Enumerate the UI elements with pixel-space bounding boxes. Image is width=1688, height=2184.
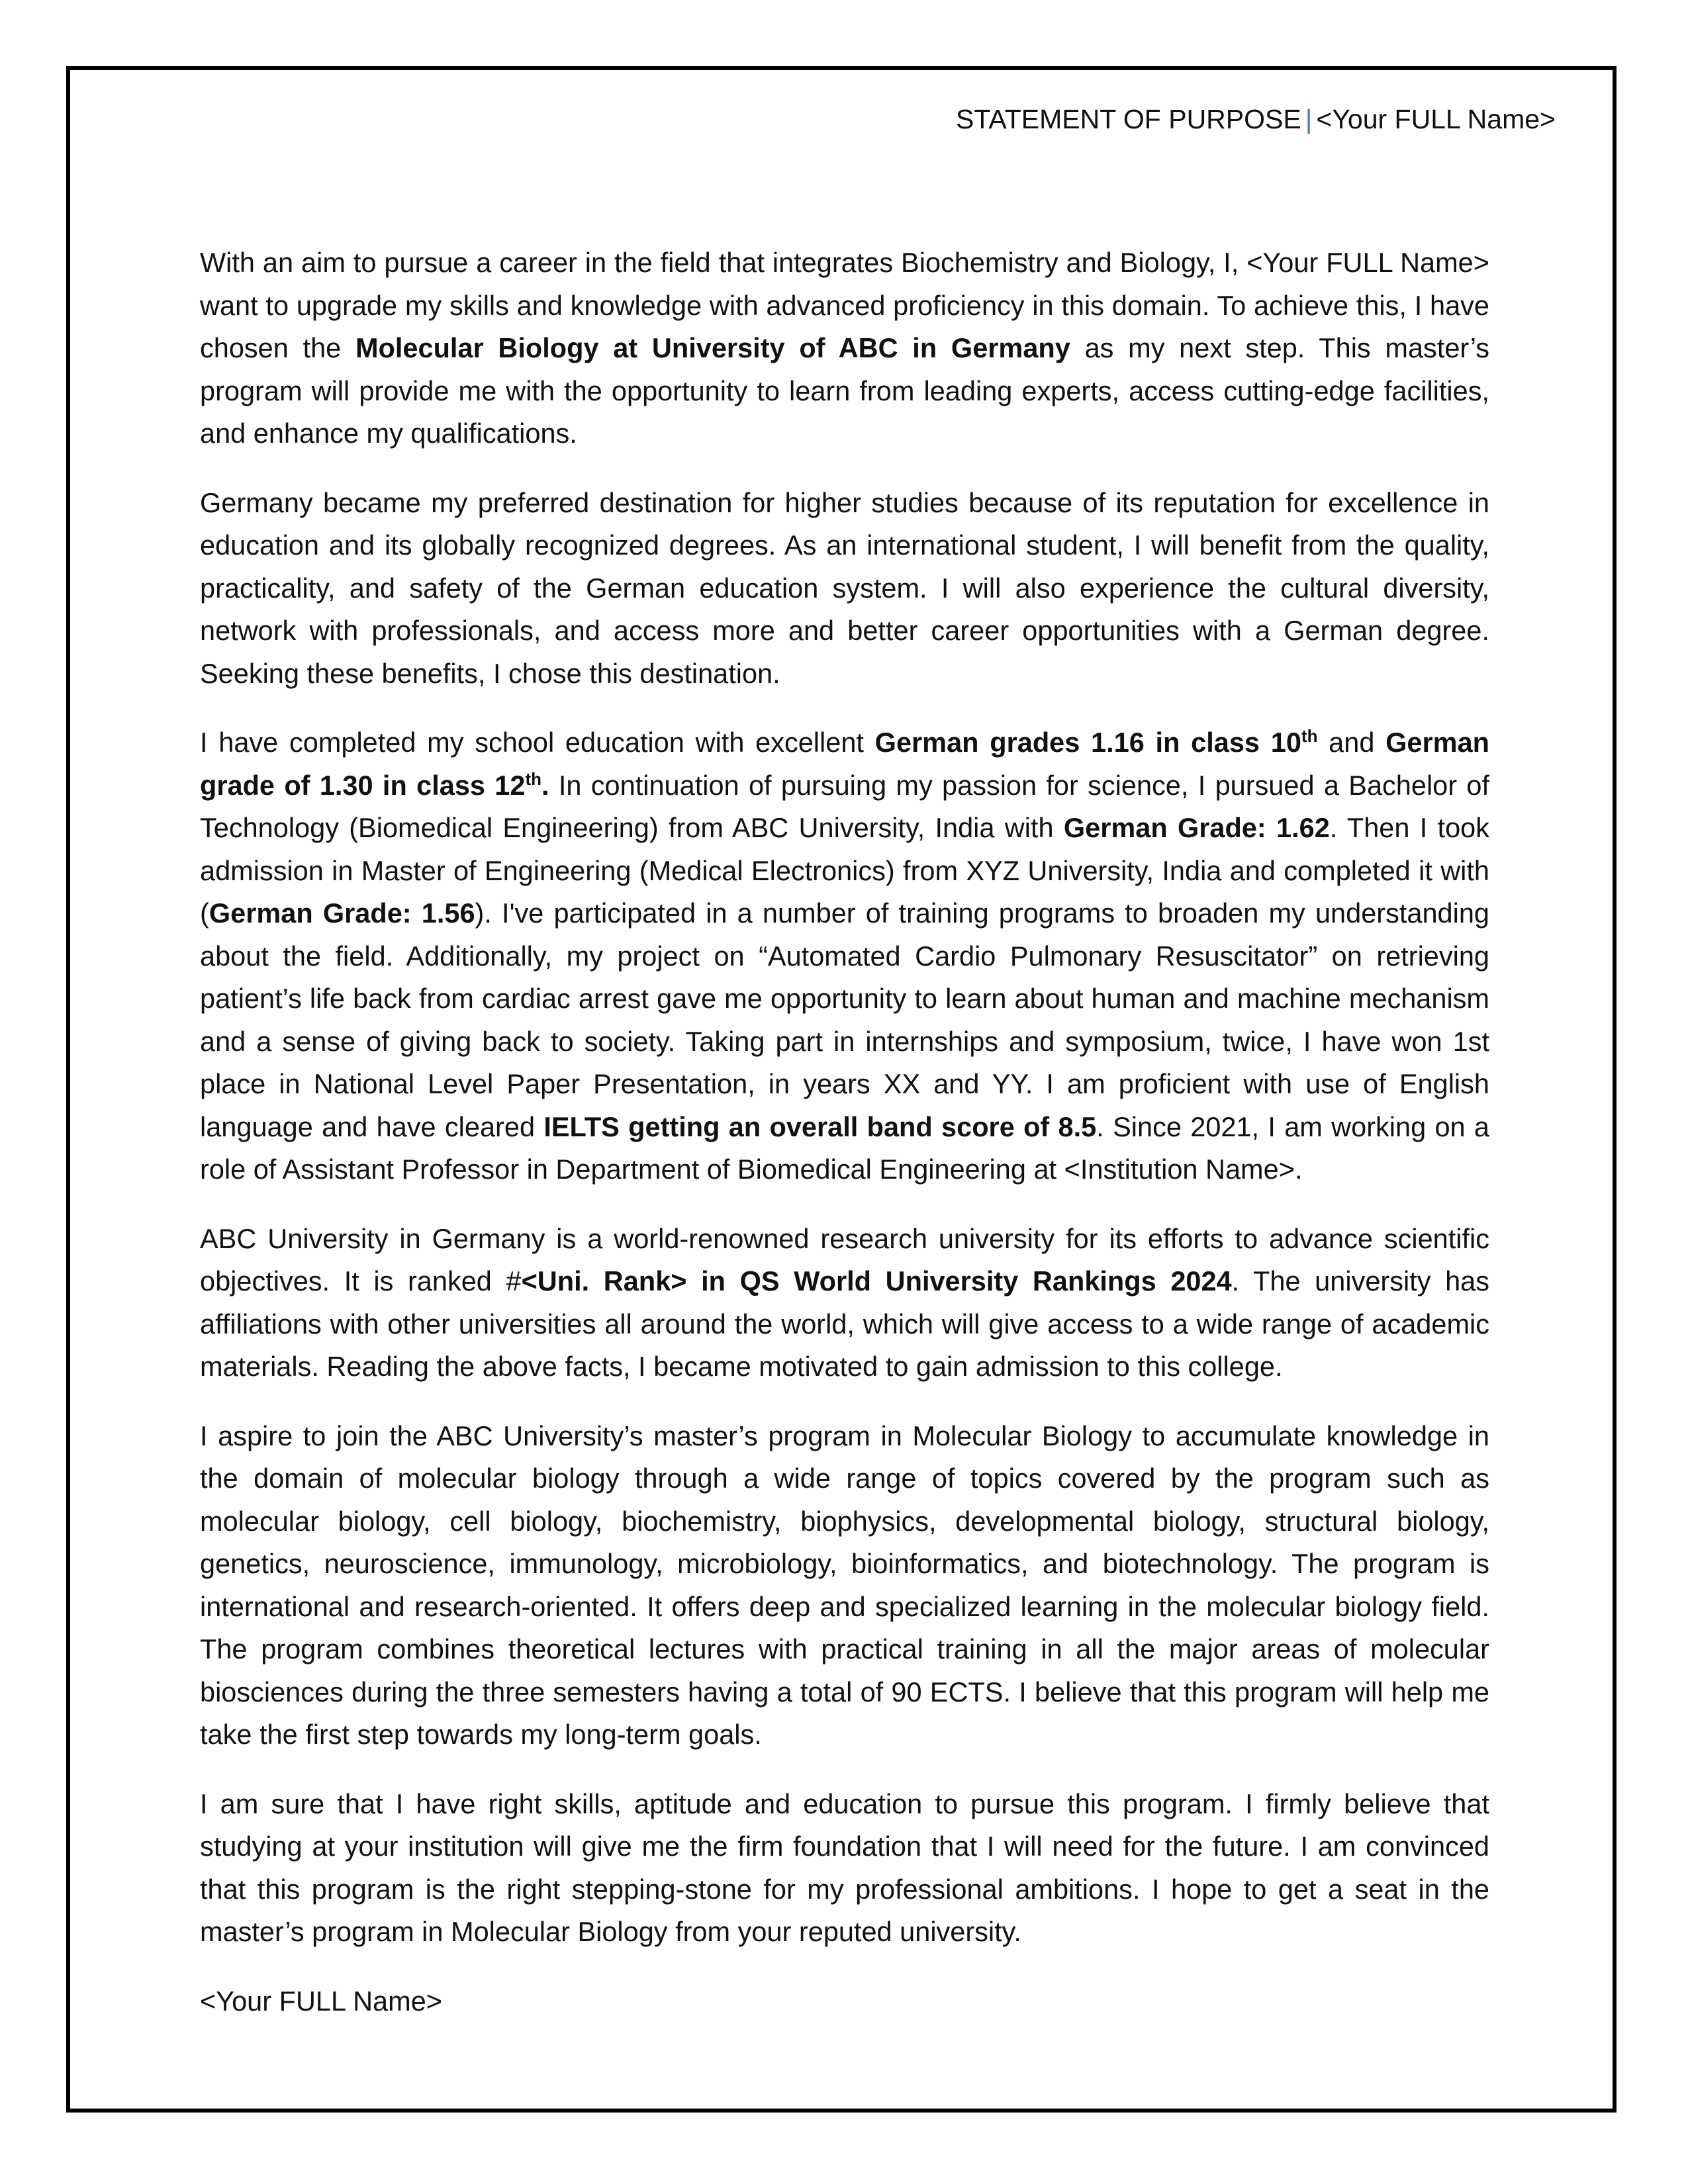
education-period: . — [541, 769, 549, 801]
intro-text-1: With an aim to pursue a career in the field that integrates Biochemistry and Biology, I, <Your FULL Name> want to upgrade my skills and knowledge with advanced proficiency in this domain. To achieve this, I have chosen the — [200, 247, 1489, 363]
university-text-2: . The university has affiliations with other universities all around the world, which will give access to a wide range of academic materials. Reading the above facts, I became motivated to gain admission to this college. — [200, 1265, 1489, 1382]
education-grade-btech: German Grade: 1.62 — [1063, 812, 1330, 843]
education-text-2: and — [1317, 727, 1386, 758]
header-name-placeholder: <Your FULL Name> — [1316, 104, 1556, 134]
program-text: I aspire to join the ABC University’s master’s program in Molecular Biology to accumulate knowledge in the domain of molecular biology through a wide range of topics covered by the program such as molecular biology, cell biology, biochemistry, biophysics, developmental biology, structural biology, genetics, neuroscience, immunology, microbiology, bioinformatics, and biotechnology. The program is international and research-oriented. It offers deep and specialized learning in the molecular biology field. The program combines theoretical lectures with practical training in all the major areas of molecular biosciences during the three semesters having a total of 90 ECTS. I believe that this program will help me take the first step towards my long-term goals. — [200, 1420, 1489, 1750]
signature: <Your FULL Name> — [200, 1985, 443, 2017]
education-text-4: . Then I took admission in Master of Engineering (Medical Electronics) from XYZ University, India and completed it with ( — [200, 812, 1489, 929]
education-superscript-1: th — [1301, 726, 1318, 747]
education-superscript-2: th — [525, 768, 542, 789]
page-header — [956, 99, 1556, 139]
paragraph-program — [200, 1415, 1489, 1756]
education-text-5: ). I've participated in a number of training programs to broaden my understanding about the field. Additionally, my project on “Automated Cardio Pulmonary Resuscitator” on retrieving patient’s life back from cardiac arrest gave me opportunity to learn about human and machine mechanism and a sense of giving back to society. Taking part in internships and symposium, twice, I have won 1st place in National Level Paper Presentation, in years XX and YY. I am proficient with use of English language and have cleared — [200, 897, 1489, 1142]
education-grade-me: German Grade: 1.56 — [209, 897, 475, 929]
university-rank-highlight: <Uni. Rank> in QS World University Rankings 2024 — [521, 1265, 1232, 1297]
education-grade-class10: German grades 1.16 in class 10 — [874, 727, 1301, 758]
education-text-3: In continuation of pursuing my passion for science, I pursued a Bachelor of Technology (Biomedical Engineering) from ABC University, India with — [200, 769, 1489, 843]
header-separator: | — [1305, 104, 1313, 134]
conclusion-text: I am sure that I have right skills, aptitude and education to pursue this program. I firmly believe that studying at your institution will give me the firm foundation that I will need for the future. I am convinced that this program is the right stepping-stone for my professional ambitions. I hope to get a seat in the master’s program in Molecular Biology from your reputed university. — [200, 1788, 1489, 1947]
university-text-1: ABC University in Germany is a world-renowned research university for its efforts to advance scientific objectives. It is ranked # — [200, 1222, 1489, 1297]
paragraph-university — [200, 1218, 1489, 1388]
intro-text-2: as my next step. This master’s program will provide me with the opportunity to learn from leading experts, access cutting-edge facilities, and enhance my qualifications. — [200, 332, 1489, 449]
paragraph-education — [200, 721, 1489, 1191]
education-grade-class12: German grade of 1.30 in class 12 — [200, 727, 1489, 801]
intro-program-highlight: Molecular Biology at University of ABC in Germany — [355, 332, 1070, 363]
education-ielts-score: IELTS getting an overall band score of 8.5 — [543, 1111, 1097, 1142]
statement-body — [200, 242, 1489, 2049]
paragraph-destination — [200, 482, 1489, 696]
education-text-6: . Since 2021, I am working on a role of Assistant Professor in Department of Biomedical Engineering at <Institution Name>. — [200, 1111, 1489, 1185]
header-title: STATEMENT OF PURPOSE — [956, 104, 1301, 134]
education-text-1: I have completed my school education with excellent — [200, 727, 875, 758]
destination-text: Germany became my preferred destination for higher studies because of its reputation for excellence in education and its globally recognized degrees. As an international student, I will benefit from the quality, practicality, and safety of the German education system. I will also experience the cultural diversity, network with professionals, and access more and better career opportunities with a German degree. Seeking these benefits, I chose this destination. — [200, 486, 1489, 689]
paragraph-intro — [200, 242, 1489, 455]
paragraph-conclusion — [200, 1783, 1489, 1954]
